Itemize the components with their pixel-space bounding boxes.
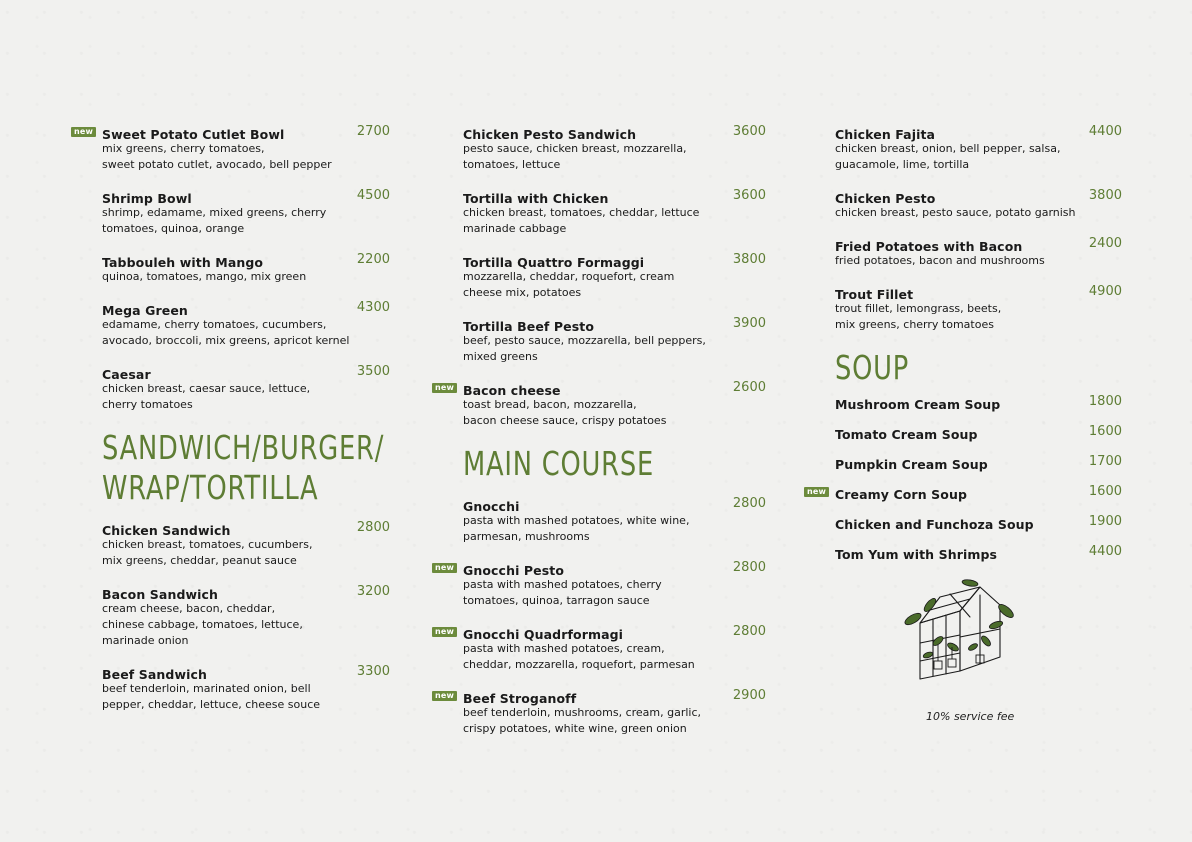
item-name: Chicken and Funchoza Soup bbox=[835, 517, 1034, 532]
item-description: fried potatoes, bacon and mushrooms bbox=[835, 254, 1045, 267]
item-price: 3500 bbox=[356, 364, 390, 379]
item-name: Beef Stroganoff bbox=[463, 691, 577, 706]
item-price: 2600 bbox=[732, 380, 766, 395]
soup-list bbox=[807, 394, 1122, 562]
item-name: Gnocchi Pesto bbox=[463, 563, 565, 578]
menu-item bbox=[463, 188, 766, 237]
menu-item bbox=[102, 584, 390, 649]
item-price: 1600 bbox=[1088, 484, 1122, 499]
menu-item bbox=[102, 188, 390, 237]
menu-item bbox=[74, 124, 390, 173]
item-price: 1600 bbox=[1088, 424, 1122, 439]
new-badge: new bbox=[71, 127, 96, 137]
menu-item bbox=[435, 688, 766, 737]
section-heading-sandwich: SANDWICH/BURGER/ WRAP/TORTILLA bbox=[102, 428, 385, 507]
item-name: Beef Sandwich bbox=[102, 667, 207, 682]
menu-item bbox=[835, 236, 1122, 269]
item-name: Gnocchi bbox=[463, 499, 520, 514]
item-name: Trout Fillet bbox=[835, 287, 914, 302]
item-name: Mushroom Cream Soup bbox=[835, 397, 1001, 412]
item-name: Mega Green bbox=[102, 303, 188, 318]
item-price: 4500 bbox=[356, 188, 390, 203]
item-description: chicken breast, pesto sauce, potato garnish bbox=[835, 206, 1076, 219]
item-name: Chicken Fajita bbox=[835, 127, 936, 142]
item-price: 1800 bbox=[1088, 394, 1122, 409]
item-price: 2800 bbox=[732, 624, 766, 639]
item-description: pasta with mashed potatoes, cherry tomatoes, quinoa, tarragon sauce bbox=[463, 578, 662, 607]
item-name: Caesar bbox=[102, 367, 151, 382]
menu-column-1 bbox=[74, 124, 390, 728]
item-price: 2400 bbox=[1088, 236, 1122, 251]
menu-item bbox=[102, 300, 390, 349]
item-name: Chicken Pesto bbox=[835, 191, 936, 206]
item-price: 2200 bbox=[356, 252, 390, 267]
menu-item bbox=[835, 124, 1122, 173]
item-description: chicken breast, onion, bell pepper, salsa, guacamole, lime, tortilla bbox=[835, 142, 1061, 171]
item-description: chicken breast, tomatoes, cucumbers, mix greens, cheddar, peanut sauce bbox=[102, 538, 313, 567]
item-price: 2700 bbox=[356, 124, 390, 139]
menu-item bbox=[435, 380, 766, 429]
menu-item bbox=[835, 514, 1122, 530]
menu-item bbox=[435, 560, 766, 609]
item-price: 3800 bbox=[732, 252, 766, 267]
item-name: Tomato Cream Soup bbox=[835, 427, 978, 442]
item-description: toast bread, bacon, mozzarella, bacon cheese sauce, crispy potatoes bbox=[463, 398, 667, 427]
item-price: 3600 bbox=[732, 188, 766, 203]
menu-item bbox=[835, 188, 1122, 221]
item-description: pesto sauce, chicken breast, mozzarella, tomatoes, lettuce bbox=[463, 142, 687, 171]
item-price: 1700 bbox=[1088, 454, 1122, 469]
item-name: Pumpkin Cream Soup bbox=[835, 457, 988, 472]
item-description: shrimp, edamame, mixed greens, cherry tomatoes, quinoa, orange bbox=[102, 206, 327, 235]
menu-item bbox=[102, 520, 390, 569]
item-name: Bacon cheese bbox=[463, 383, 561, 398]
item-name: Bacon Sandwich bbox=[102, 587, 219, 602]
menu-item bbox=[102, 252, 390, 285]
new-badge: new bbox=[432, 627, 457, 637]
item-name: Shrimp Bowl bbox=[102, 191, 192, 206]
item-description: chicken breast, caesar sauce, lettuce, cherry tomatoes bbox=[102, 382, 311, 411]
item-name: Creamy Corn Soup bbox=[835, 487, 967, 502]
item-description: edamame, cherry tomatoes, cucumbers, avocado, broccoli, mix greens, apricot kernel bbox=[102, 318, 350, 347]
new-badge: new bbox=[432, 383, 457, 393]
section-heading-main-course: MAIN COURSE bbox=[463, 444, 654, 483]
item-price: 2800 bbox=[356, 520, 390, 535]
item-price: 3600 bbox=[732, 124, 766, 139]
item-name: Tortilla Beef Pesto bbox=[463, 319, 595, 334]
service-fee-note: 10% service fee bbox=[926, 710, 1015, 723]
item-name: Gnocchi Quadrformagi bbox=[463, 627, 624, 642]
menu-item bbox=[463, 252, 766, 301]
item-name: Sweet Potato Cutlet Bowl bbox=[102, 127, 285, 142]
item-description: mozzarella, cheddar, roquefort, cream cheese mix, potatoes bbox=[463, 270, 675, 299]
menu-column-3 bbox=[807, 124, 1122, 574]
item-description: beef, pesto sauce, mozzarella, bell peppers, mixed greens bbox=[463, 334, 706, 363]
item-description: pasta with mashed potatoes, white wine, parmesan, mushrooms bbox=[463, 514, 690, 543]
menu-item bbox=[102, 664, 390, 713]
item-price: 2800 bbox=[732, 496, 766, 511]
new-badge: new bbox=[432, 563, 457, 573]
item-price: 3300 bbox=[356, 664, 390, 679]
item-description: quinoa, tomatoes, mango, mix green bbox=[102, 270, 307, 283]
item-price: 3800 bbox=[1088, 188, 1122, 203]
greenhouse-plants-illustration bbox=[898, 575, 1020, 685]
item-price: 2800 bbox=[732, 560, 766, 575]
item-name: Tom Yum with Shrimps bbox=[835, 547, 998, 562]
item-description: cream cheese, bacon, cheddar, chinese cabbage, tomatoes, lettuce, marinade onion bbox=[102, 602, 303, 647]
item-name: Tabbouleh with Mango bbox=[102, 255, 264, 270]
menu-item bbox=[435, 624, 766, 673]
menu-item bbox=[102, 364, 390, 413]
menu-item bbox=[463, 496, 766, 545]
menu-column-2 bbox=[435, 124, 766, 752]
menu-item bbox=[835, 544, 1122, 560]
item-price: 3900 bbox=[732, 316, 766, 331]
item-name: Tortilla Quattro Formaggi bbox=[463, 255, 645, 270]
item-price: 4300 bbox=[356, 300, 390, 315]
item-name: Chicken Sandwich bbox=[102, 523, 231, 538]
item-description: chicken breast, tomatoes, cheddar, lettuce marinade cabbage bbox=[463, 206, 700, 235]
item-price: 2900 bbox=[732, 688, 766, 703]
item-name: Fried Potatoes with Bacon bbox=[835, 239, 1023, 254]
new-badge: new bbox=[432, 691, 457, 701]
item-price: 1900 bbox=[1088, 514, 1122, 529]
item-description: beef tenderloin, mushrooms, cream, garlic, crispy potatoes, white wine, green onion bbox=[463, 706, 702, 735]
menu-item bbox=[835, 394, 1122, 410]
menu-item bbox=[463, 124, 766, 173]
menu-item bbox=[835, 284, 1122, 333]
menu-item bbox=[835, 424, 1122, 440]
item-description: mix greens, cherry tomatoes, sweet potato cutlet, avocado, bell pepper bbox=[102, 142, 332, 171]
item-description: trout fillet, lemongrass, beets, mix greens, cherry tomatoes bbox=[835, 302, 1002, 331]
item-price: 4400 bbox=[1088, 124, 1122, 139]
menu-item bbox=[463, 316, 766, 365]
menu-item bbox=[835, 454, 1122, 470]
item-name: Chicken Pesto Sandwich bbox=[463, 127, 637, 142]
item-name: Tortilla with Chicken bbox=[463, 191, 609, 206]
item-price: 3200 bbox=[356, 584, 390, 599]
item-price: 4400 bbox=[1088, 544, 1122, 559]
item-price: 4900 bbox=[1088, 284, 1122, 299]
section-heading-soup: SOUP bbox=[835, 348, 910, 387]
menu-item bbox=[807, 484, 1122, 502]
item-description: pasta with mashed potatoes, cream, cheddar, mozzarella, roquefort, parmesan bbox=[463, 642, 695, 671]
item-description: beef tenderloin, marinated onion, bell pepper, cheddar, lettuce, cheese souce bbox=[102, 682, 321, 711]
new-badge: new bbox=[804, 487, 829, 497]
